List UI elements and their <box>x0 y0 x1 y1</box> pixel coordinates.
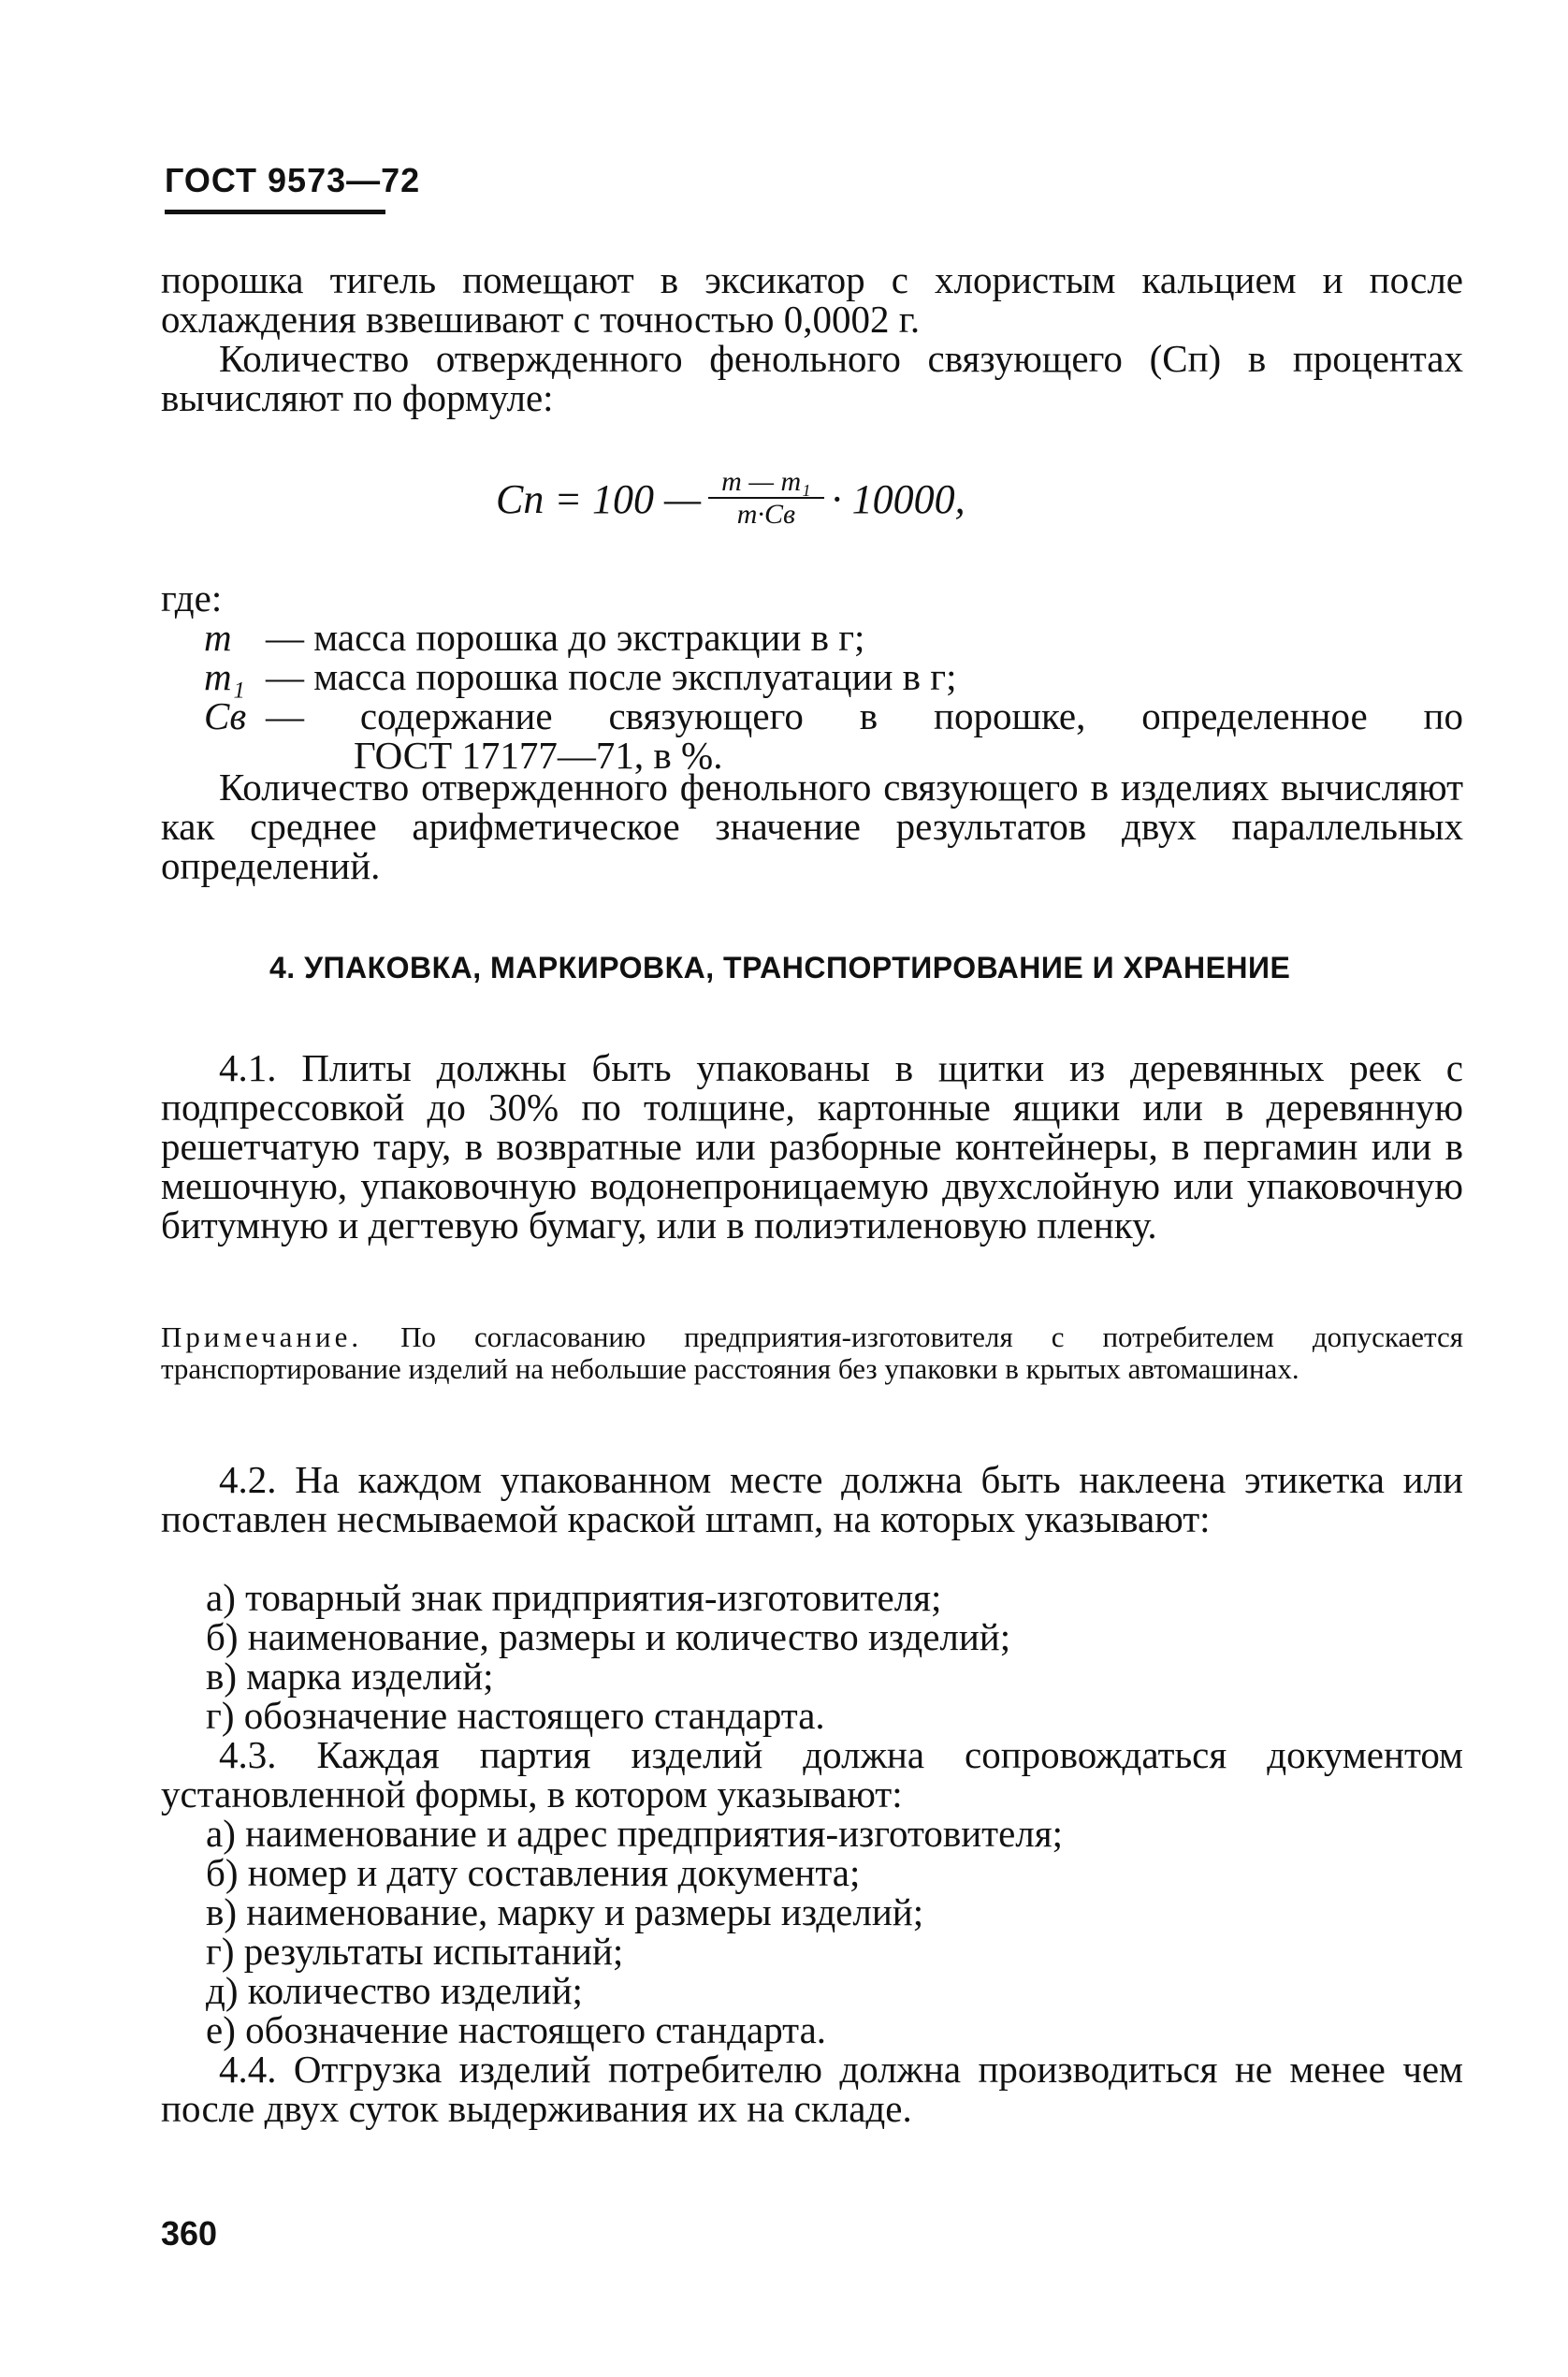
list-item: г) обозначение настоящего стандарта. <box>206 1694 825 1737</box>
formula <box>496 447 965 550</box>
note-text: По согласованию предприятия-изготовителя с потребителем допускается транспортирование изделий на небольшие расстояния без упаковки в крытых автомашинах. <box>161 1320 1463 1385</box>
list-item: в) марка изделий; <box>206 1655 494 1698</box>
formula-fraction <box>708 467 823 531</box>
formula-numerator: m — m₁ <box>708 467 823 499</box>
clause-4-3-intro: 4.3. Каждая партия изделий должна сопровождаться документом установленной формы, в котором указывают: <box>161 1733 1463 1816</box>
clause-4-4: 4.4. Отгрузка изделий потребителю должна производиться не менее чем после двух суток выдерживания их на складе. <box>161 2048 1463 2130</box>
definition-text: — масса порошка после эксплуатации в г; <box>266 655 957 698</box>
definition-symbol: m₁ <box>204 655 245 698</box>
list-item: д) количество изделий; <box>206 1969 583 2012</box>
list-item: а) наименование и адрес предприятия-изготовителя; <box>206 1812 1063 1855</box>
definition-item <box>161 657 1463 696</box>
definition-item <box>161 618 1463 657</box>
intro-paragraph-2: Количество отвержденного фенольного связующего (Сп) в процентах вычисляют по формуле: <box>161 337 1463 419</box>
clause-4-1: 4.1. Плиты должны быть упакованы в щитки из деревянных реек с подпрессовкой до 30% по толщине, картонные ящики или в деревянную решетчатую тару, в возвратные или разборные контейнеры, в пергамин или в мешочную, упаковочную водонепроницаемую двухслойную или упаковочную битумную и дегтевую бумагу, или в полиэтиленовую пленку. <box>161 1046 1463 1247</box>
intro-paragraph-1: порошка тигель помещают в эксикатор с хлористым кальцием и после охлаждения взвешивают с точностью 0,0002 г. <box>161 258 1463 341</box>
list-item: е) обозначение настоящего стандарта. <box>206 2008 827 2051</box>
definition-symbol: m <box>204 616 232 659</box>
page-number: 360 <box>161 2214 218 2253</box>
clause-4-2-list <box>206 1578 1010 1735</box>
list-item: г) результаты испытаний; <box>206 1930 624 1973</box>
list-item: в) наименование, марку и размеры изделий; <box>206 1890 924 1933</box>
definition-text: — содержание связующего в порошке, определенное по <box>266 694 1463 737</box>
paragraph-3: Количество отвержденного фенольного связующего в изделиях вычисляют как среднее арифметическое значение результатов двух параллельных определений. <box>161 766 1463 887</box>
definition-symbol: Cв <box>204 694 247 737</box>
definition-text-continuation: ГОСТ 17177—71, в %. <box>354 734 723 777</box>
section-title: 4. УПАКОВКА, МАРКИРОВКА, ТРАНСПОРТИРОВАНИЕ И ХРАНЕНИЕ <box>269 951 1291 984</box>
standard-header: ГОСТ 9573—72 <box>165 161 421 199</box>
list-item: а) товарный знак придприятия-изготовителя; <box>206 1576 942 1619</box>
list-item: б) наименование, размеры и количество изделий; <box>206 1615 1011 1658</box>
definitions-where: где: <box>161 576 223 620</box>
formula-denominator: m·Cв <box>736 499 795 530</box>
header-underline <box>165 210 385 214</box>
list-item: б) номер и дату составления документа; <box>206 1851 861 1894</box>
note <box>161 1321 1463 1385</box>
formula-rhs: · 10000, <box>831 475 965 522</box>
variable-definitions <box>161 578 1463 775</box>
definition-text: — масса порошка до экстракции в г; <box>266 616 865 659</box>
clause-4-3-list <box>206 1814 1063 2049</box>
note-label: Примечание. <box>161 1320 363 1353</box>
formula-lhs: Сп = 100 — <box>496 475 702 522</box>
clause-4-2-intro: 4.2. На каждом упакованном месте должна быть наклеена этикетка или поставлен несмываемой краской штамп, на которых указывают: <box>161 1458 1463 1540</box>
definition-item <box>161 696 1463 736</box>
